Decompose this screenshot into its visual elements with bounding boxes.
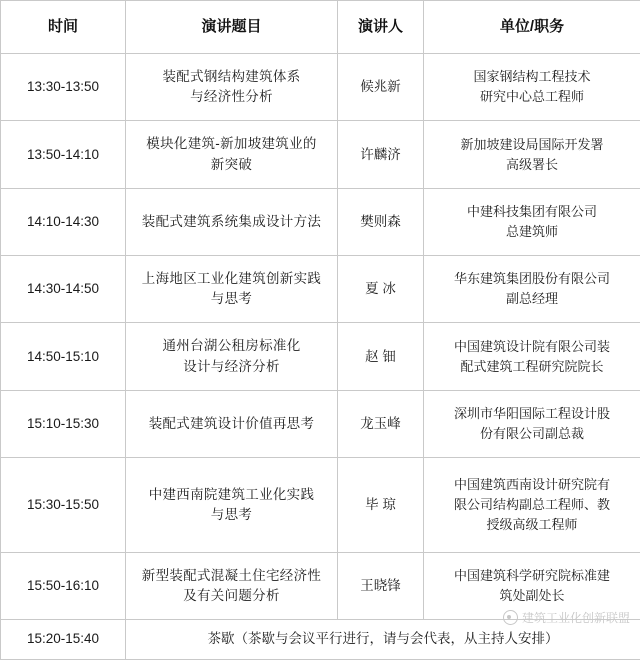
topic-line: 中建西南院建筑工业化实践 — [148, 486, 315, 502]
org-line: 深圳市华阳国际工程设计股 — [453, 405, 610, 421]
org-line: 华东建筑集团股份有限公司 — [453, 271, 610, 287]
cell-organization — [424, 390, 640, 457]
table-row — [1, 323, 640, 390]
org-line: 研究中心总工程师 — [479, 89, 584, 105]
cell-speaker: 毕 琼 — [338, 458, 424, 553]
topic-line: 装配式建筑设计价值再思考 — [148, 415, 315, 431]
cell-organization — [424, 54, 640, 121]
watermark-text: 建筑工业化创新联盟 — [521, 611, 630, 625]
topic-line: 与思考 — [210, 291, 253, 307]
cell-speaker: 夏 冰 — [338, 256, 424, 323]
topic-line: 装配式钢结构建筑体系 — [162, 68, 301, 84]
org-line: 副总经理 — [505, 291, 558, 307]
cell-topic — [126, 54, 338, 121]
topic-line: 新突破 — [210, 156, 253, 172]
topic-line: 与经济性分析 — [190, 89, 273, 105]
cell-time: 15:10-15:30 — [1, 390, 126, 457]
table-row — [1, 390, 640, 457]
cell-speaker: 许麟济 — [338, 121, 424, 188]
topic-line: 新型装配式混凝土住宅经济性 — [141, 567, 322, 583]
cell-speaker: 候兆新 — [338, 54, 424, 121]
org-line: 国家钢结构工程技术 — [473, 69, 591, 85]
cell-time: 15:30-15:50 — [1, 458, 126, 553]
org-line: 总建筑师 — [505, 223, 558, 239]
cell-organization — [424, 458, 640, 553]
table-row — [1, 552, 640, 619]
table-header — [1, 1, 640, 54]
table-row-break — [1, 620, 640, 660]
cell-topic — [126, 188, 338, 255]
topic-line: 上海地区工业化建筑创新实践 — [141, 270, 322, 286]
org-line: 授级高级工程师 — [486, 516, 578, 532]
column-header-speaker: 演讲人 — [338, 1, 424, 54]
cell-organization — [424, 552, 640, 619]
column-header-time: 时间 — [1, 1, 126, 54]
topic-line: 设计与经济分析 — [183, 358, 280, 374]
cell-topic — [126, 458, 338, 553]
org-line: 中国建筑设计院有限公司装 — [453, 338, 610, 354]
org-line: 中建科技集团有限公司 — [466, 203, 597, 219]
cell-speaker: 赵 钿 — [338, 323, 424, 390]
cell-organization — [424, 188, 640, 255]
column-header-topic: 演讲题目 — [126, 1, 338, 54]
table-row — [1, 458, 640, 553]
table-row — [1, 256, 640, 323]
table-row — [1, 121, 640, 188]
org-line: 筑处副处长 — [499, 587, 565, 603]
table-body — [1, 54, 640, 660]
org-line: 高级署长 — [505, 156, 558, 172]
cell-time: 15:50-16:10 — [1, 552, 126, 619]
cell-speaker: 王晓锋 — [338, 552, 424, 619]
cell-organization — [424, 323, 640, 390]
cell-topic — [126, 323, 338, 390]
table-row — [1, 188, 640, 255]
cell-break-note: 茶歇（茶歇与会议平行进行，请与会代表，从主持人安排） — [126, 620, 640, 660]
cell-time: 13:50-14:10 — [1, 121, 126, 188]
org-line: 新加坡建设局国际开发署 — [460, 136, 604, 152]
table-row — [1, 54, 640, 121]
cell-topic — [126, 552, 338, 619]
cell-topic — [126, 121, 338, 188]
cell-time: 13:30-13:50 — [1, 54, 126, 121]
cell-time: 14:10-14:30 — [1, 188, 126, 255]
org-line: 配式建筑工程研究院院长 — [460, 358, 604, 374]
cell-organization — [424, 121, 640, 188]
cell-time-break: 15:20-15:40 — [1, 620, 126, 660]
topic-line: 通州台湖公租房标准化 — [162, 338, 301, 354]
org-line: 中国建筑西南设计研究院有 — [453, 476, 610, 492]
cell-topic — [126, 256, 338, 323]
org-line: 限公司结构副总工程师、教 — [453, 496, 610, 512]
topic-line: 与思考 — [210, 506, 253, 522]
cell-speaker: 樊则森 — [338, 188, 424, 255]
cell-organization — [424, 256, 640, 323]
cell-topic — [126, 390, 338, 457]
cell-speaker: 龙玉峰 — [338, 390, 424, 457]
cell-time: 14:30-14:50 — [1, 256, 126, 323]
table-header-row — [1, 1, 640, 54]
column-header-organization: 单位/职务 — [424, 1, 640, 54]
topic-line: 模块化建筑-新加坡建筑业的 — [146, 136, 317, 152]
topic-line: 及有关问题分析 — [183, 587, 280, 603]
cell-time: 14:50-15:10 — [1, 323, 126, 390]
org-line: 份有限公司副总裁 — [479, 425, 584, 441]
topic-line: 装配式建筑系统集成设计方法 — [141, 213, 322, 229]
org-line: 中国建筑科学研究院标准建 — [453, 567, 610, 583]
